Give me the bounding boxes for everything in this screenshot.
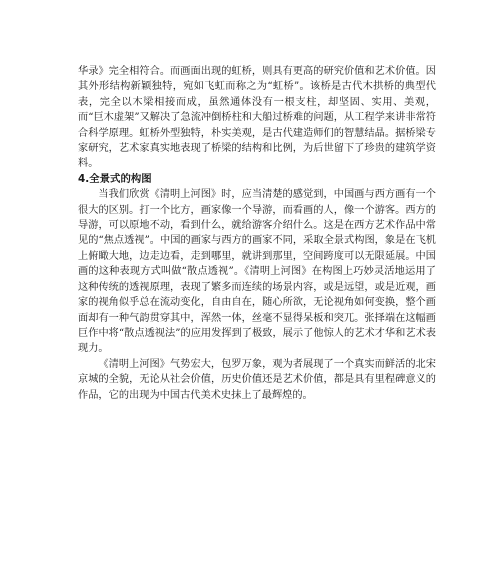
composition-paragraph: 当我们欣赏《清明上河图》时，应当清楚的感觉到，中国画与西方画有一个很大的区别。打一个比方，画家像一个导游，而看画的人，像一个游客。西方的导游，可以原地不动，看到什么，就给游客介绍什么。这是在西方艺术作品中常见的“焦点透视”。中国的画家与西方的画家不同，采取全景式构图，象是在飞机上俯瞰大地，边走边看，走到哪里，就讲到那里，空间跨度可以无限延展。中国画的这种表现方式叫做“散点透视”。《清明上河图》在构图上巧妙灵活地运用了这种传统的透视原理，表现了繁多而连续的场景内容，或是远望，或是近观，画家的视角似乎总在流动变化，自由自在，随心所欲，无论视角如何变换，整个画面却有一种气韵贯穿其中，浑然一体，丝毫不显得呆板和突兀。张择端在这幅画巨作中将“散点透视法”的应用发挥到了极致，展示了他惊人的艺术才华和艺术表现力。 [78, 189, 436, 355]
conclusion-paragraph: 《清明上河图》气势宏大，包罗万象，观为者展现了一个真实而鲜活的北宋京城的全貌，无论从社会价值，历史价值还是艺术价值，都是具有里程碑意义的作品，它的出现为中国古代美术史抹上了最辉煌的。 [78, 358, 436, 401]
intro-paragraph: 华录》完全相符合。而画面出现的虹桥，则具有更高的研究价值和艺术价值。因其外形结构新颖独特，宛如飞虹而称之为“虹桥”。该桥是古代木拱桥的典型代表，完全以木梁相接而成，虽然通体没有一根支柱，却坚固、实用、美观，而“巨木虚架”又解决了急流冲倒桥柱和大船过桥难的问题，从工程学来讲非常符合科学原理。虹桥外型独特，朴实美观，是古代建造师们的智慧结晶。据桥梁专家研究，艺术家真实地表现了桥梁的结构和比例，为后世留下了珍贵的建筑学资料。 [78, 66, 436, 170]
document-body [78, 64, 436, 403]
section-heading: 4.全景式的构图 [78, 172, 152, 185]
